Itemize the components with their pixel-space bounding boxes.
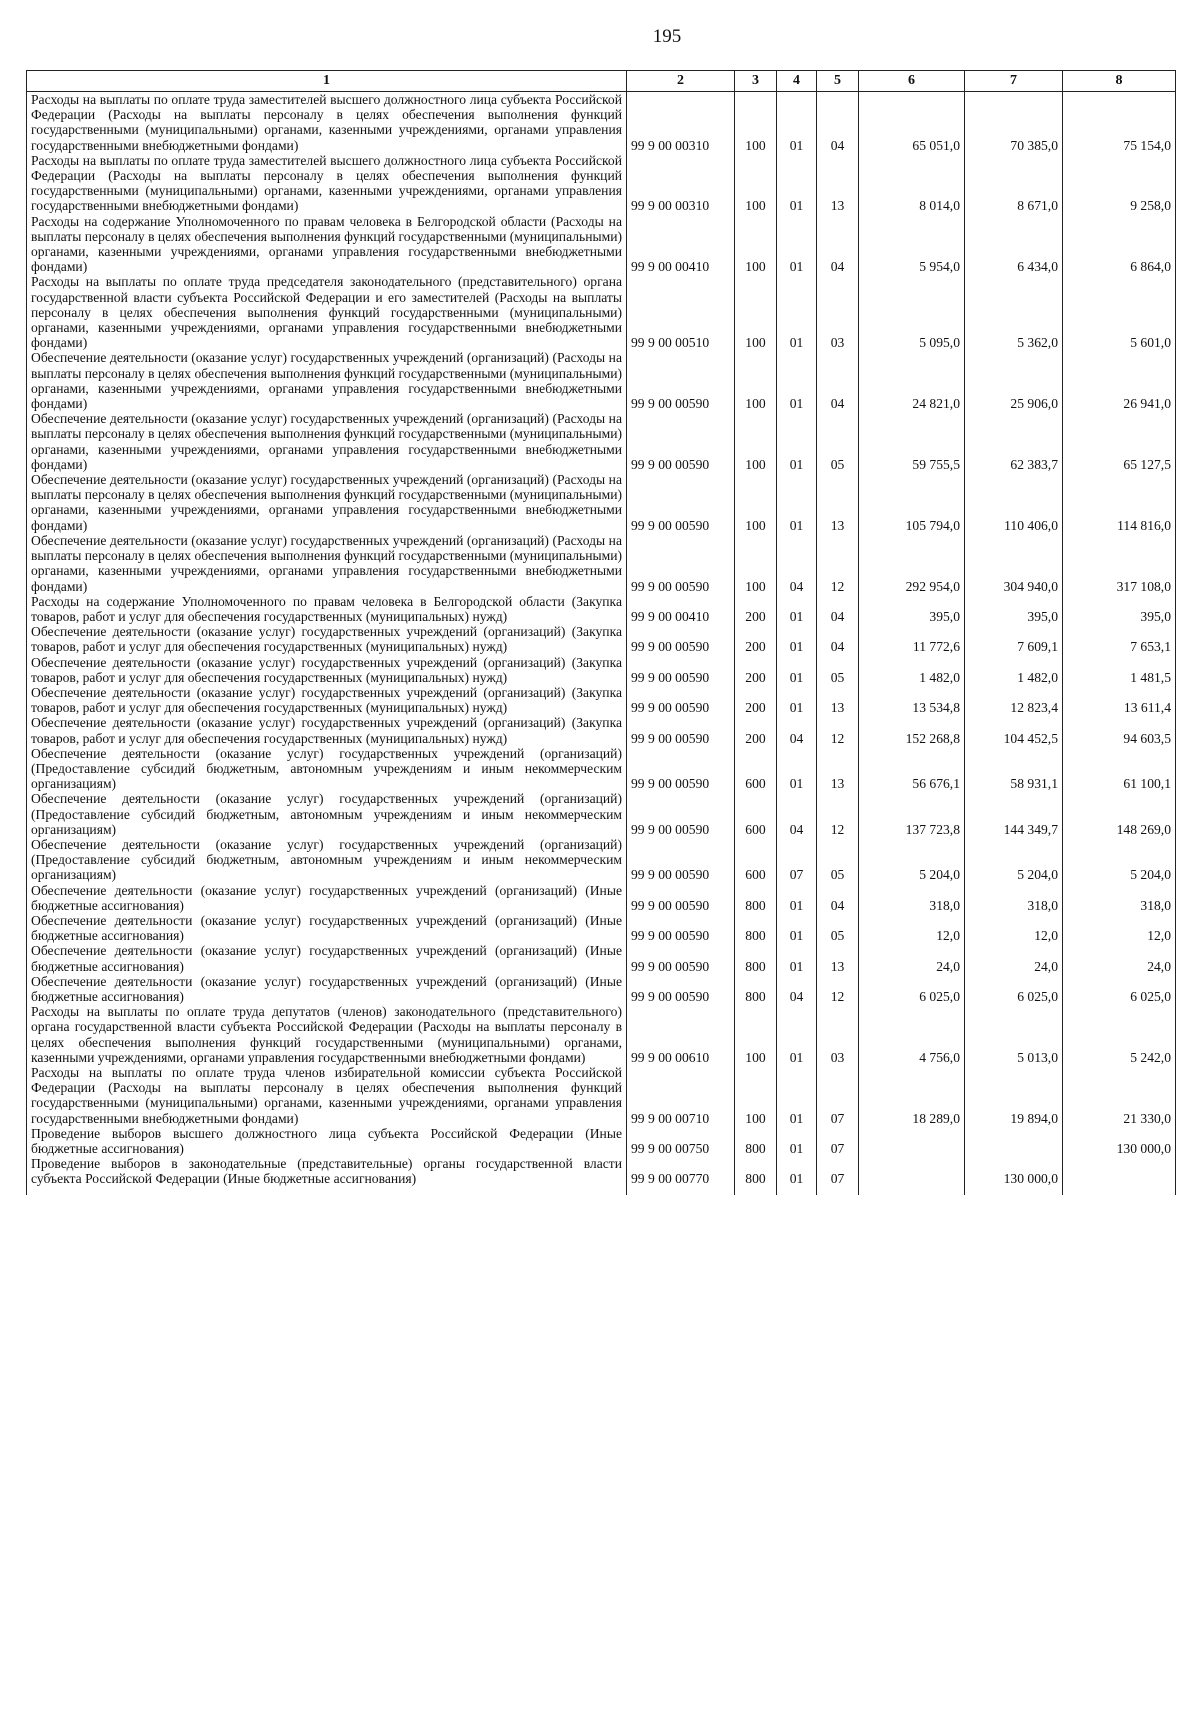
row-subsection: 12 bbox=[817, 715, 859, 745]
row-target-code: 99 9 00 00410 bbox=[627, 594, 735, 624]
row-subsection: 04 bbox=[817, 214, 859, 275]
row-amount-col7: 144 349,7 bbox=[965, 791, 1063, 837]
row-section: 01 bbox=[777, 943, 817, 973]
row-subsection: 12 bbox=[817, 533, 859, 594]
row-section: 01 bbox=[777, 913, 817, 943]
row-target-code: 99 9 00 00410 bbox=[627, 214, 735, 275]
row-amount-col6: 65 051,0 bbox=[859, 92, 965, 153]
row-subsection: 13 bbox=[817, 685, 859, 715]
header-col-8: 8 bbox=[1063, 71, 1176, 92]
spacer-cell bbox=[817, 1187, 859, 1195]
row-amount-col7: 8 671,0 bbox=[965, 153, 1063, 214]
row-section: 01 bbox=[777, 1004, 817, 1065]
row-description: Обеспечение деятельности (оказание услуг) государственных учреждений (организаций) (Предоставление субсидий бюджетным, автономным учреждениям и иным некоммерческим организациям) bbox=[27, 837, 627, 883]
row-subsection: 04 bbox=[817, 92, 859, 153]
row-target-code: 99 9 00 00590 bbox=[627, 837, 735, 883]
row-amount-col8: 318,0 bbox=[1063, 883, 1176, 913]
row-amount-col8: 7 653,1 bbox=[1063, 624, 1176, 654]
row-amount-col6: 395,0 bbox=[859, 594, 965, 624]
row-expense-type: 200 bbox=[735, 594, 777, 624]
row-section: 01 bbox=[777, 594, 817, 624]
row-section: 04 bbox=[777, 715, 817, 745]
row-amount-col7: 5 362,0 bbox=[965, 274, 1063, 350]
row-target-code: 99 9 00 00710 bbox=[627, 1065, 735, 1126]
row-expense-type: 100 bbox=[735, 153, 777, 214]
row-description: Обеспечение деятельности (оказание услуг) государственных учреждений (организаций) (Предоставление субсидий бюджетным, автономным учреждениям и иным некоммерческим организациям) bbox=[27, 791, 627, 837]
row-description: Расходы на содержание Уполномоченного по правам человека в Белгородской области (Закупка товаров, работ и услуг для обеспечения государственных (муниципальных) нужд) bbox=[27, 594, 627, 624]
row-amount-col7: 5 204,0 bbox=[965, 837, 1063, 883]
table-row bbox=[27, 1004, 1176, 1065]
table-bottom-spacer bbox=[27, 1187, 1176, 1195]
row-amount-col6: 59 755,5 bbox=[859, 411, 965, 472]
row-target-code: 99 9 00 00590 bbox=[627, 715, 735, 745]
row-target-code: 99 9 00 00590 bbox=[627, 974, 735, 1004]
table-row bbox=[27, 350, 1176, 411]
header-col-1: 1 bbox=[27, 71, 627, 92]
row-subsection: 13 bbox=[817, 943, 859, 973]
row-amount-col7: 24,0 bbox=[965, 943, 1063, 973]
row-amount-col6 bbox=[859, 1126, 965, 1156]
row-amount-col6: 292 954,0 bbox=[859, 533, 965, 594]
row-description: Расходы на выплаты по оплате труда членов избирательной комиссии субъекта Российской Федерации (Расходы на выплаты персоналу в целях обеспечения выполнения функций государственными (муниципальными) органами, казенными учреждениями, органами управления государственными внебюджетными фондами) bbox=[27, 1065, 627, 1126]
row-amount-col6: 4 756,0 bbox=[859, 1004, 965, 1065]
row-target-code: 99 9 00 00590 bbox=[627, 791, 735, 837]
row-description: Обеспечение деятельности (оказание услуг) государственных учреждений (организаций) (Предоставление субсидий бюджетным, автономным учреждениям и иным некоммерческим организациям) bbox=[27, 746, 627, 792]
row-amount-col7: 304 940,0 bbox=[965, 533, 1063, 594]
row-section: 01 bbox=[777, 655, 817, 685]
row-expense-type: 100 bbox=[735, 472, 777, 533]
spacer-cell bbox=[859, 1187, 965, 1195]
row-amount-col6: 11 772,6 bbox=[859, 624, 965, 654]
row-amount-col8: 148 269,0 bbox=[1063, 791, 1176, 837]
row-amount-col8: 114 816,0 bbox=[1063, 472, 1176, 533]
table-row bbox=[27, 472, 1176, 533]
row-target-code: 99 9 00 00590 bbox=[627, 746, 735, 792]
row-section: 01 bbox=[777, 411, 817, 472]
row-subsection: 07 bbox=[817, 1126, 859, 1156]
header-col-6: 6 bbox=[859, 71, 965, 92]
row-section: 04 bbox=[777, 791, 817, 837]
row-expense-type: 200 bbox=[735, 715, 777, 745]
row-amount-col7: 25 906,0 bbox=[965, 350, 1063, 411]
row-target-code: 99 9 00 00590 bbox=[627, 411, 735, 472]
header-col-3: 3 bbox=[735, 71, 777, 92]
row-amount-col6: 8 014,0 bbox=[859, 153, 965, 214]
row-amount-col7: 19 894,0 bbox=[965, 1065, 1063, 1126]
row-description: Обеспечение деятельности (оказание услуг) государственных учреждений (организаций) (Иные бюджетные ассигнования) bbox=[27, 913, 627, 943]
row-description: Обеспечение деятельности (оказание услуг) государственных учреждений (организаций) (Иные бюджетные ассигнования) bbox=[27, 883, 627, 913]
row-expense-type: 200 bbox=[735, 655, 777, 685]
row-description: Расходы на содержание Уполномоченного по правам человека в Белгородской области (Расходы на выплаты персоналу в целях обеспечения выполнения функций государственными (муниципальными) органами, казенными учреждениями, органами управления государственными внебюджетными фондами) bbox=[27, 214, 627, 275]
row-amount-col6: 5 095,0 bbox=[859, 274, 965, 350]
row-subsection: 13 bbox=[817, 746, 859, 792]
row-amount-col6: 13 534,8 bbox=[859, 685, 965, 715]
spacer-cell bbox=[1063, 1187, 1176, 1195]
row-target-code: 99 9 00 00510 bbox=[627, 274, 735, 350]
table-row bbox=[27, 1065, 1176, 1126]
row-amount-col8: 12,0 bbox=[1063, 913, 1176, 943]
row-amount-col6: 318,0 bbox=[859, 883, 965, 913]
row-target-code: 99 9 00 00590 bbox=[627, 943, 735, 973]
row-amount-col7: 6 025,0 bbox=[965, 974, 1063, 1004]
row-section: 01 bbox=[777, 214, 817, 275]
row-section: 01 bbox=[777, 274, 817, 350]
row-amount-col8: 26 941,0 bbox=[1063, 350, 1176, 411]
row-target-code: 99 9 00 00590 bbox=[627, 350, 735, 411]
row-section: 01 bbox=[777, 1126, 817, 1156]
row-section: 01 bbox=[777, 1065, 817, 1126]
row-target-code: 99 9 00 00310 bbox=[627, 153, 735, 214]
table-row bbox=[27, 913, 1176, 943]
row-amount-col6: 56 676,1 bbox=[859, 746, 965, 792]
row-amount-col7: 70 385,0 bbox=[965, 92, 1063, 153]
row-expense-type: 800 bbox=[735, 974, 777, 1004]
row-description: Обеспечение деятельности (оказание услуг) государственных учреждений (организаций) (Закупка товаров, работ и услуг для обеспечения государственных (муниципальных) нужд) bbox=[27, 624, 627, 654]
row-subsection: 04 bbox=[817, 594, 859, 624]
row-description: Обеспечение деятельности (оказание услуг) государственных учреждений (организаций) (Расходы на выплаты персоналу в целях обеспечения выполнения функций государственными (муниципальными) органами, казенными учреждениями, органами управления государственными внебюджетными фондами) bbox=[27, 350, 627, 411]
table-row bbox=[27, 655, 1176, 685]
row-amount-col8: 395,0 bbox=[1063, 594, 1176, 624]
row-target-code: 99 9 00 00590 bbox=[627, 533, 735, 594]
row-amount-col7: 58 931,1 bbox=[965, 746, 1063, 792]
row-section: 07 bbox=[777, 837, 817, 883]
table-row bbox=[27, 1126, 1176, 1156]
row-target-code: 99 9 00 00590 bbox=[627, 685, 735, 715]
row-expense-type: 100 bbox=[735, 350, 777, 411]
row-section: 01 bbox=[777, 883, 817, 913]
row-amount-col6: 18 289,0 bbox=[859, 1065, 965, 1126]
row-section: 01 bbox=[777, 92, 817, 153]
row-amount-col8: 1 481,5 bbox=[1063, 655, 1176, 685]
row-description: Расходы на выплаты по оплате труда заместителей высшего должностного лица субъекта Российской Федерации (Расходы на выплаты персоналу в целях обеспечения выполнения функций государственными (муниципальными) органами, казенными учреждениями, органами управления государственными внебюджетными фондами) bbox=[27, 92, 627, 153]
page-number: 195 bbox=[652, 26, 682, 47]
spacer-cell bbox=[777, 1187, 817, 1195]
row-subsection: 03 bbox=[817, 274, 859, 350]
row-target-code: 99 9 00 00610 bbox=[627, 1004, 735, 1065]
row-amount-col8: 5 601,0 bbox=[1063, 274, 1176, 350]
row-amount-col8: 6 864,0 bbox=[1063, 214, 1176, 275]
row-expense-type: 800 bbox=[735, 883, 777, 913]
row-amount-col6: 5 204,0 bbox=[859, 837, 965, 883]
table-header-row bbox=[27, 71, 1176, 92]
table-row bbox=[27, 791, 1176, 837]
row-amount-col6: 24,0 bbox=[859, 943, 965, 973]
row-amount-col7: 12 823,4 bbox=[965, 685, 1063, 715]
row-section: 01 bbox=[777, 472, 817, 533]
row-amount-col8: 94 603,5 bbox=[1063, 715, 1176, 745]
row-subsection: 05 bbox=[817, 837, 859, 883]
row-section: 01 bbox=[777, 1156, 817, 1186]
row-section: 01 bbox=[777, 746, 817, 792]
row-amount-col6: 1 482,0 bbox=[859, 655, 965, 685]
row-subsection: 13 bbox=[817, 153, 859, 214]
row-amount-col7: 318,0 bbox=[965, 883, 1063, 913]
row-amount-col8: 317 108,0 bbox=[1063, 533, 1176, 594]
row-subsection: 07 bbox=[817, 1156, 859, 1186]
row-expense-type: 800 bbox=[735, 943, 777, 973]
row-subsection: 05 bbox=[817, 655, 859, 685]
row-description: Обеспечение деятельности (оказание услуг) государственных учреждений (организаций) (Иные бюджетные ассигнования) bbox=[27, 943, 627, 973]
row-target-code: 99 9 00 00590 bbox=[627, 624, 735, 654]
table-row bbox=[27, 624, 1176, 654]
row-expense-type: 100 bbox=[735, 274, 777, 350]
row-expense-type: 600 bbox=[735, 746, 777, 792]
row-amount-col7: 104 452,5 bbox=[965, 715, 1063, 745]
row-target-code: 99 9 00 00310 bbox=[627, 92, 735, 153]
row-subsection: 04 bbox=[817, 350, 859, 411]
row-description: Расходы на выплаты по оплате труда председателя законодательного (представительного) органа государственной власти субъекта Российской Федерации и его заместителей (Расходы на выплаты персоналу в целях обеспечения выполнения функций государственными (муниципальными) органами, казенными учреждениями, органами управления государственными внебюджетными фондами) bbox=[27, 274, 627, 350]
row-subsection: 07 bbox=[817, 1065, 859, 1126]
row-amount-col8: 21 330,0 bbox=[1063, 1065, 1176, 1126]
row-amount-col8: 130 000,0 bbox=[1063, 1126, 1176, 1156]
row-amount-col6: 105 794,0 bbox=[859, 472, 965, 533]
row-target-code: 99 9 00 00770 bbox=[627, 1156, 735, 1186]
row-amount-col6: 24 821,0 bbox=[859, 350, 965, 411]
row-expense-type: 100 bbox=[735, 533, 777, 594]
row-amount-col7: 110 406,0 bbox=[965, 472, 1063, 533]
header-col-5: 5 bbox=[817, 71, 859, 92]
table-row bbox=[27, 274, 1176, 350]
table-row bbox=[27, 883, 1176, 913]
row-amount-col7: 1 482,0 bbox=[965, 655, 1063, 685]
row-amount-col7: 130 000,0 bbox=[965, 1156, 1063, 1186]
row-description: Проведение выборов в законодательные (представительные) органы государственной власти субъекта Российской Федерации (Иные бюджетные ассигнования) bbox=[27, 1156, 627, 1186]
row-amount-col6 bbox=[859, 1156, 965, 1186]
row-amount-col8: 75 154,0 bbox=[1063, 92, 1176, 153]
row-expense-type: 100 bbox=[735, 1004, 777, 1065]
row-section: 01 bbox=[777, 350, 817, 411]
row-expense-type: 600 bbox=[735, 837, 777, 883]
row-subsection: 05 bbox=[817, 913, 859, 943]
row-target-code: 99 9 00 00590 bbox=[627, 472, 735, 533]
row-subsection: 04 bbox=[817, 624, 859, 654]
row-description: Расходы на выплаты по оплате труда заместителей высшего должностного лица субъекта Российской Федерации (Расходы на выплаты персоналу в целях обеспечения выполнения функций государственными (муниципальными) органами, казенными учреждениями, органами управления государственными внебюджетными фондами) bbox=[27, 153, 627, 214]
row-expense-type: 200 bbox=[735, 685, 777, 715]
row-subsection: 13 bbox=[817, 472, 859, 533]
table-row bbox=[27, 214, 1176, 275]
row-expense-type: 600 bbox=[735, 791, 777, 837]
row-amount-col7: 6 434,0 bbox=[965, 214, 1063, 275]
row-section: 01 bbox=[777, 624, 817, 654]
row-amount-col7 bbox=[965, 1126, 1063, 1156]
row-subsection: 12 bbox=[817, 791, 859, 837]
row-expense-type: 800 bbox=[735, 1126, 777, 1156]
row-expense-type: 800 bbox=[735, 1156, 777, 1186]
row-description: Обеспечение деятельности (оказание услуг) государственных учреждений (организаций) (Расходы на выплаты персоналу в целях обеспечения выполнения функций государственными (муниципальными) органами, казенными учреждениями, органами управления государственными внебюджетными фондами) bbox=[27, 411, 627, 472]
header-col-7: 7 bbox=[965, 71, 1063, 92]
row-description: Расходы на выплаты по оплате труда депутатов (членов) законодательного (представительного) органа государственной власти субъекта Российской Федерации (Расходы на выплаты персоналу в целях обеспечения выполнения функций государственными (муниципальными) органами, казенными учреждениями, органами управления государственными внебюджетными фондами) bbox=[27, 1004, 627, 1065]
row-amount-col8: 5 242,0 bbox=[1063, 1004, 1176, 1065]
row-expense-type: 100 bbox=[735, 411, 777, 472]
row-section: 01 bbox=[777, 153, 817, 214]
row-amount-col6: 5 954,0 bbox=[859, 214, 965, 275]
table-row bbox=[27, 533, 1176, 594]
row-target-code: 99 9 00 00590 bbox=[627, 655, 735, 685]
row-amount-col8: 13 611,4 bbox=[1063, 685, 1176, 715]
row-section: 04 bbox=[777, 974, 817, 1004]
row-amount-col6: 137 723,8 bbox=[859, 791, 965, 837]
table-body bbox=[27, 92, 1176, 1195]
row-amount-col6: 152 268,8 bbox=[859, 715, 965, 745]
table-row bbox=[27, 715, 1176, 745]
row-amount-col6: 6 025,0 bbox=[859, 974, 965, 1004]
row-expense-type: 100 bbox=[735, 92, 777, 153]
table-row bbox=[27, 837, 1176, 883]
table-row bbox=[27, 594, 1176, 624]
row-amount-col7: 395,0 bbox=[965, 594, 1063, 624]
row-description: Обеспечение деятельности (оказание услуг) государственных учреждений (организаций) (Расходы на выплаты персоналу в целях обеспечения выполнения функций государственными (муниципальными) органами, казенными учреждениями, органами управления государственными внебюджетными фондами) bbox=[27, 472, 627, 533]
row-amount-col8 bbox=[1063, 1156, 1176, 1186]
row-description: Обеспечение деятельности (оказание услуг) государственных учреждений (организаций) (Закупка товаров, работ и услуг для обеспечения государственных (муниципальных) нужд) bbox=[27, 655, 627, 685]
table-row bbox=[27, 746, 1176, 792]
row-section: 04 bbox=[777, 533, 817, 594]
row-subsection: 05 bbox=[817, 411, 859, 472]
row-description: Проведение выборов высшего должностного лица субъекта Российской Федерации (Иные бюджетные ассигнования) bbox=[27, 1126, 627, 1156]
row-target-code: 99 9 00 00590 bbox=[627, 883, 735, 913]
row-amount-col7: 7 609,1 bbox=[965, 624, 1063, 654]
row-amount-col8: 9 258,0 bbox=[1063, 153, 1176, 214]
budget-table bbox=[26, 70, 1176, 1195]
row-amount-col8: 5 204,0 bbox=[1063, 837, 1176, 883]
table-row bbox=[27, 685, 1176, 715]
row-description: Обеспечение деятельности (оказание услуг) государственных учреждений (организаций) (Закупка товаров, работ и услуг для обеспечения государственных (муниципальных) нужд) bbox=[27, 715, 627, 745]
row-description: Обеспечение деятельности (оказание услуг) государственных учреждений (организаций) (Расходы на выплаты персоналу в целях обеспечения выполнения функций государственными (муниципальными) органами, казенными учреждениями, органами управления государственными внебюджетными фондами) bbox=[27, 533, 627, 594]
table-row bbox=[27, 1156, 1176, 1186]
row-subsection: 12 bbox=[817, 974, 859, 1004]
table-row bbox=[27, 411, 1176, 472]
row-amount-col7: 12,0 bbox=[965, 913, 1063, 943]
row-expense-type: 100 bbox=[735, 214, 777, 275]
row-amount-col7: 62 383,7 bbox=[965, 411, 1063, 472]
row-subsection: 03 bbox=[817, 1004, 859, 1065]
row-amount-col8: 65 127,5 bbox=[1063, 411, 1176, 472]
row-expense-type: 100 bbox=[735, 1065, 777, 1126]
row-target-code: 99 9 00 00590 bbox=[627, 913, 735, 943]
row-amount-col6: 12,0 bbox=[859, 913, 965, 943]
table-row bbox=[27, 943, 1176, 973]
table-row bbox=[27, 974, 1176, 1004]
table-row bbox=[27, 92, 1176, 153]
row-expense-type: 800 bbox=[735, 913, 777, 943]
row-amount-col8: 24,0 bbox=[1063, 943, 1176, 973]
spacer-cell bbox=[27, 1187, 627, 1195]
header-col-4: 4 bbox=[777, 71, 817, 92]
row-target-code: 99 9 00 00750 bbox=[627, 1126, 735, 1156]
row-description: Обеспечение деятельности (оказание услуг) государственных учреждений (организаций) (Закупка товаров, работ и услуг для обеспечения государственных (муниципальных) нужд) bbox=[27, 685, 627, 715]
spacer-cell bbox=[735, 1187, 777, 1195]
row-amount-col7: 5 013,0 bbox=[965, 1004, 1063, 1065]
row-amount-col8: 6 025,0 bbox=[1063, 974, 1176, 1004]
spacer-cell bbox=[965, 1187, 1063, 1195]
header-col-2: 2 bbox=[627, 71, 735, 92]
row-description: Обеспечение деятельности (оказание услуг) государственных учреждений (организаций) (Иные бюджетные ассигнования) bbox=[27, 974, 627, 1004]
row-expense-type: 200 bbox=[735, 624, 777, 654]
row-section: 01 bbox=[777, 685, 817, 715]
row-amount-col8: 61 100,1 bbox=[1063, 746, 1176, 792]
table-row bbox=[27, 153, 1176, 214]
row-subsection: 04 bbox=[817, 883, 859, 913]
spacer-cell bbox=[627, 1187, 735, 1195]
